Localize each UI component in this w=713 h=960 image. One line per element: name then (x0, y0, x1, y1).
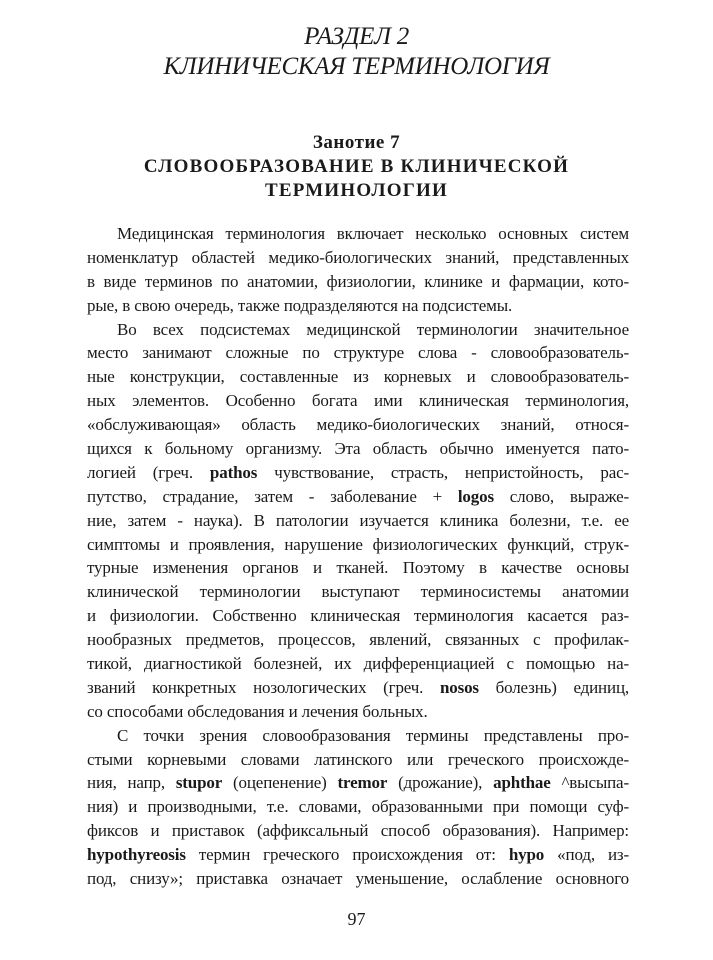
lesson-number: Занотие 7 (312, 132, 401, 153)
text-segment: рые, в свою очередь, также подразделяются на подсистемы. (87, 295, 513, 315)
term-bold: pathos (209, 462, 258, 482)
text-line (87, 389, 629, 413)
term-bold: nosos (439, 677, 479, 697)
text-segment: в виде терминов по анатомии, физиологии, клинике и фармации, кото- (87, 271, 629, 291)
text-line (87, 509, 629, 533)
text-line (87, 533, 629, 557)
text-segment: логией (греч. (87, 462, 210, 482)
term-bold: stupor (175, 773, 223, 793)
term-bold: logos (457, 486, 494, 506)
text-segment: нообразных предметов, процессов, явлений, связанных с профилак- (87, 630, 629, 650)
text-segment: стыми корневыми словами латинского или греческого происхожде- (87, 749, 629, 769)
text-segment: номенклатур областей медико-биологических знаний, представленных (87, 247, 629, 267)
text-segment: слово, выраже- (493, 486, 629, 506)
text-line (87, 867, 629, 891)
text-line (87, 604, 629, 628)
lesson-title-line-1: СЛОВООБРАЗОВАНИЕ В КЛИНИЧЕСКОЙ (143, 156, 570, 177)
text-segment: щихся к больному организму. Эта область обычно именуется пато- (87, 439, 629, 459)
text-line (87, 819, 629, 843)
text-segment: место занимают сложные по структуре слова - словообразователь- (87, 343, 629, 363)
text-segment: званий конкретных нозологических (греч. (87, 677, 440, 697)
text-line (87, 461, 629, 485)
text-segment: ные конструкции, составленные из корневых и словообразователь- (87, 367, 629, 387)
text-line (87, 556, 629, 580)
text-segment: со способами обследования и лечения больных. (87, 701, 428, 721)
text-segment: ния) и производными, т.е. словами, образованными при помощи суф- (87, 797, 629, 817)
text-line (87, 724, 629, 748)
text-segment: и физиологии. Собственно клиническая терминология касается раз- (87, 606, 629, 626)
text-segment: (оцепенение) (222, 773, 338, 793)
text-line (87, 222, 629, 246)
text-line (87, 437, 629, 461)
text-line (87, 485, 629, 509)
term-bold: tremor (337, 773, 388, 793)
text-line (87, 246, 629, 270)
section-title: КЛИНИЧЕСКАЯ ТЕРМИНОЛОГИЯ (163, 53, 550, 80)
text-segment: «обслуживающая» область медико-биологических знаний, относя- (87, 415, 629, 435)
text-segment: симптомы и проявления, нарушение физиологических функций, струк- (87, 534, 629, 554)
text-line (87, 270, 629, 294)
text-line (87, 580, 629, 604)
text-segment: тикой, диагностикой болезней, их дифференциацией с помощью на- (87, 654, 629, 674)
text-segment: (дрожание), (387, 773, 494, 793)
text-segment: турные изменения органов и тканей. Поэтому в качестве основы (87, 558, 629, 578)
text-line (87, 795, 629, 819)
text-line (87, 413, 629, 437)
body-text (87, 222, 629, 891)
text-segment: чувствование, страсть, непристойность, рас- (257, 462, 629, 482)
text-line (87, 700, 629, 724)
text-segment: клинической терминологии выступают терминосистемы анатомии (87, 582, 629, 602)
text-segment: болезнь) единиц, (478, 677, 630, 697)
text-line (87, 294, 629, 318)
lesson-title-line-2: ТЕРМИНОЛОГИИ (265, 180, 448, 201)
text-segment: ния, напр, (87, 773, 176, 793)
text-line (87, 748, 629, 772)
text-segment: ных элементов. Особенно богата ими клиническая терминология, (87, 391, 629, 411)
term-bold: hypothyreosis (87, 845, 186, 865)
text-line (87, 628, 629, 652)
text-segment: ^высыпа- (550, 773, 629, 793)
text-line (87, 652, 629, 676)
text-segment: Во всех подсистемах медицинской терминологии значительное (117, 319, 629, 339)
text-segment: ние, затем - наука). В патологии изучается клиника болезни, т.е. ее (87, 510, 629, 530)
text-segment: путство, страдание, затем - заболевание + (87, 486, 458, 506)
text-segment: под, снизу»; приставка означает уменьшение, ослабление основного (87, 869, 629, 889)
text-segment: С точки зрения словообразования термины представлены про- (117, 725, 629, 745)
section-number: РАЗДЕЛ 2 (304, 23, 409, 50)
text-segment: фиксов и приставок (аффиксальный способ образования). Например: (87, 821, 629, 841)
text-segment: «под, из- (544, 845, 629, 865)
term-bold: aphthae (493, 773, 551, 793)
page-number: 97 (347, 909, 366, 929)
text-segment: термин греческого происхождения от: (185, 845, 509, 865)
lesson-title (0, 155, 713, 203)
text-segment: Медицинская терминология включает несколько основных систем (117, 224, 629, 243)
text-line (87, 365, 629, 389)
text-line (87, 843, 629, 867)
text-line (87, 318, 629, 342)
text-line (87, 676, 629, 700)
text-line (87, 341, 629, 365)
term-bold: hypo (508, 845, 545, 865)
text-line (87, 771, 629, 795)
